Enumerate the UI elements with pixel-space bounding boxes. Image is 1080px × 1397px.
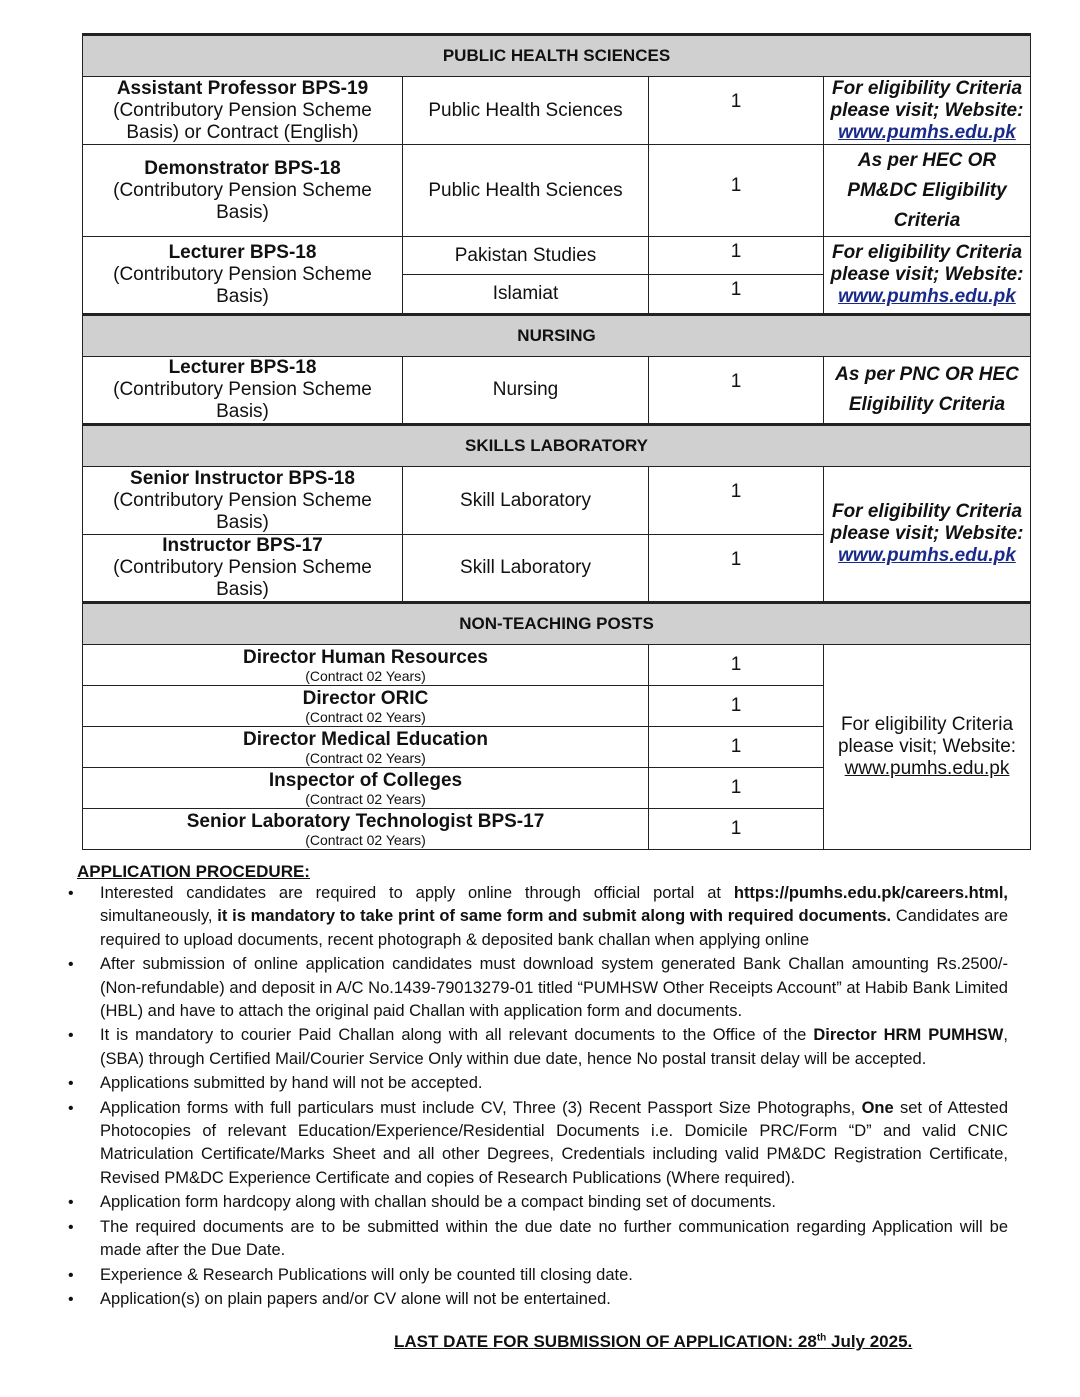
eligibility-cell: [824, 77, 1031, 145]
post-subtitle: (Contributory Pension Scheme Basis): [113, 557, 372, 600]
list-item: [68, 882, 1008, 952]
eligibility-cell: [824, 467, 1031, 603]
post-title: Senior Laboratory Technologist BPS-17: [186, 810, 545, 832]
eligibility-text: As per HEC OR: [857, 149, 997, 171]
procedure-text: Application forms with full particulars must include CV, Three (3) Recent Passport Size Photographs,: [100, 1098, 862, 1117]
list-item: • The required documents are to be submitted within the due date no further communication regarding Application will be made after the Due Date.: [68, 1216, 1008, 1263]
post-cell: [83, 768, 649, 809]
website-link[interactable]: www.pumhs.edu.pk: [838, 121, 1016, 143]
post-subtitle: (Contract 02 Years): [305, 831, 426, 848]
procedure-bold-text: One: [861, 1098, 894, 1117]
careers-url[interactable]: https://pumhs.edu.pk/careers.html,: [733, 884, 1008, 902]
discipline-cell: Islamiat: [403, 275, 649, 315]
count-cell: 1: [649, 768, 824, 809]
procedure-text: set of Attested Photocopies of relevant Education/Experience/Residential Documents i.e. Domicile PRC/Form “D” and valid CNIC Matriculation Certificate/Marks Sheet and all other Degrees, Credentials including valid PM&DC Registration Certificate, Revised PM&DC Experience Certificate and copies of Research Publications (Where required).: [100, 1098, 1008, 1187]
post-cell: [83, 645, 649, 686]
procedure-bold-text: Director HRM PUMHSW: [813, 1026, 1004, 1045]
section-heading: NURSING: [83, 315, 1031, 357]
count-cell: 1: [649, 809, 824, 850]
procedure-text: simultaneously,: [100, 907, 218, 926]
list-item: [68, 1024, 1008, 1071]
list-item: • Experience & Research Publications will only be counted till closing date.: [68, 1264, 1008, 1287]
count-cell: 1: [649, 275, 824, 315]
post-title: Demonstrator BPS-18: [144, 157, 341, 179]
post-subtitle: (Contract 02 Years): [305, 749, 426, 766]
eligibility-text: For eligibility Criteria: [831, 501, 1023, 522]
eligibility-cell: [824, 645, 1031, 850]
last-date-suffix: th: [816, 1332, 827, 1344]
post-cell: [83, 77, 403, 145]
count-cell: 1: [649, 145, 824, 237]
count-cell: 1: [649, 645, 824, 686]
post-subtitle: (Contract 02 Years): [305, 790, 426, 807]
section-header-skills-lab: [83, 425, 1031, 467]
procedure-heading: APPLICATION PROCEDURE:: [77, 862, 310, 881]
post-cell: [83, 535, 403, 603]
eligibility-text: PM&DC Eligibility: [847, 179, 1007, 201]
post-subtitle: (Contributory Pension Scheme Basis): [113, 379, 372, 422]
eligibility-cell: [824, 145, 1031, 237]
eligibility-cell: [824, 357, 1031, 425]
eligibility-text: please visit; Website:: [837, 736, 1017, 757]
post-title: Director Medical Education: [243, 728, 488, 750]
section-header-non-teaching: [83, 603, 1031, 645]
list-item: • Application(s) on plain papers and/or CV alone will not be entertained.: [68, 1288, 1008, 1311]
posts-table: [82, 33, 1031, 850]
discipline-cell: Nursing: [403, 357, 649, 425]
post-cell: [83, 809, 649, 850]
post-title: Lecturer BPS-18: [168, 242, 317, 263]
website-link[interactable]: www.pumhs.edu.pk: [844, 758, 1010, 779]
post-subtitle: (Contributory Pension Scheme Basis): [113, 264, 372, 307]
list-item: • After submission of online application candidates must download system generated Bank Challan amounting Rs.2500/- (Non-refundable) and deposit in A/C No.1439-79013279-01 titled “PUMHSW Other Receipts Account” at Habib Bank Limited (HBL) and have to attach the original paid Challan with application form and documents.: [68, 953, 1008, 1023]
list-item: • Applications submitted by hand will not be accepted.: [68, 1072, 1008, 1095]
eligibility-text: As per PNC OR HEC: [835, 364, 1019, 385]
discipline-cell: Public Health Sciences: [403, 145, 649, 237]
last-date-notice: [394, 1332, 912, 1352]
procedure-list: [68, 882, 1008, 1312]
eligibility-text: For eligibility Criteria: [831, 242, 1023, 263]
list-item: • Application form hardcopy along with challan should be a compact binding set of documents.: [68, 1191, 1008, 1214]
post-title: Senior Instructor BPS-18: [130, 467, 355, 489]
website-link[interactable]: www.pumhs.edu.pk: [838, 545, 1016, 566]
table-row: [83, 357, 1031, 425]
procedure-text: Candidates are required to upload documents, recent photograph & deposited bank challan when applying online: [100, 907, 1008, 949]
eligibility-text: For eligibility Criteria: [831, 77, 1023, 99]
last-date-text: July 2025.: [826, 1332, 913, 1351]
count-cell: 1: [649, 237, 824, 275]
post-cell: [83, 237, 403, 315]
list-item: [68, 1097, 1008, 1191]
section-header-public-health: [83, 35, 1031, 77]
section-header-nursing: [83, 315, 1031, 357]
eligibility-text: Criteria: [893, 209, 961, 231]
count-cell: 1: [649, 535, 824, 603]
procedure-bold-text: it is mandatory to take print of same form and submit along with required documents.: [217, 907, 892, 926]
last-date-text: LAST DATE FOR SUBMISSION OF APPLICATION: 28: [394, 1332, 817, 1351]
table-row: [83, 145, 1031, 237]
post-cell: [83, 467, 403, 535]
eligibility-text: Eligibility Criteria: [848, 394, 1006, 415]
post-subtitle: (Contributory Pension Scheme Basis): [113, 489, 372, 533]
post-cell: [83, 686, 649, 727]
post-title: Director ORIC: [302, 687, 429, 709]
procedure-text: Interested candidates are required to apply online through official portal at: [100, 884, 734, 902]
post-subtitle: (Contract 02 Years): [305, 667, 426, 684]
count-cell: 1: [649, 357, 824, 425]
eligibility-text: For eligibility Criteria: [840, 714, 1014, 735]
post-subtitle: (Contributory Pension Scheme Basis) or Contract (English): [113, 99, 372, 143]
post-cell: [83, 727, 649, 768]
table-row: [83, 237, 1031, 275]
section-heading: NON-TEACHING POSTS: [83, 603, 1031, 645]
count-cell: 1: [649, 467, 824, 535]
count-cell: 1: [649, 727, 824, 768]
discipline-cell: Public Health Sciences: [403, 77, 649, 145]
post-title: Lecturer BPS-18: [168, 357, 317, 378]
discipline-cell: Pakistan Studies: [403, 237, 649, 275]
eligibility-text: please visit; Website:: [830, 264, 1024, 285]
post-subtitle: (Contributory Pension Scheme Basis): [113, 179, 372, 223]
post-title: Inspector of Colleges: [268, 769, 463, 791]
eligibility-cell: [824, 237, 1031, 315]
eligibility-text: please visit; Website:: [830, 99, 1024, 121]
post-title: Director Human Resources: [243, 646, 488, 668]
discipline-cell: Skill Laboratory: [403, 535, 649, 603]
post-title: Instructor BPS-17: [162, 535, 323, 556]
post-cell: [83, 357, 403, 425]
table-row: [83, 645, 1031, 686]
table-row: [83, 467, 1031, 535]
post-title: Assistant Professor BPS-19: [116, 77, 369, 99]
section-heading: SKILLS LABORATORY: [83, 425, 1031, 467]
count-cell: 1: [649, 77, 824, 145]
table-row: [83, 77, 1031, 145]
section-heading: PUBLIC HEALTH SCIENCES: [83, 35, 1031, 77]
eligibility-text: please visit; Website:: [830, 523, 1024, 544]
procedure-text: , (SBA) through Certified Mail/Courier Service Only within due date, hence No postal transit delay will be accepted.: [100, 1026, 1008, 1068]
procedure-text: It is mandatory to courier Paid Challan along with all relevant documents to the Office of the: [100, 1026, 814, 1045]
post-subtitle: (Contract 02 Years): [305, 708, 426, 725]
count-cell: 1: [649, 686, 824, 727]
website-link[interactable]: www.pumhs.edu.pk: [838, 286, 1016, 307]
post-cell: [83, 145, 403, 237]
discipline-cell: Skill Laboratory: [403, 467, 649, 535]
